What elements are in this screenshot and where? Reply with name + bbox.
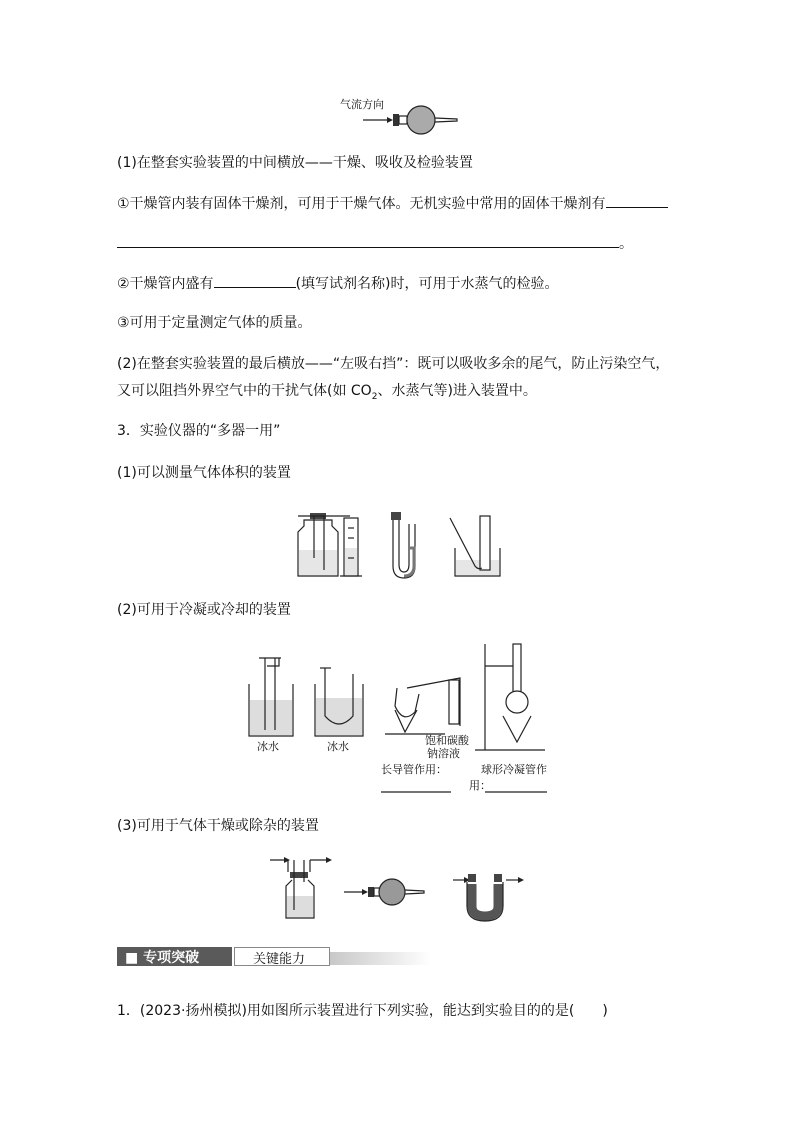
question-1: 1．(2023·扬州模拟)用如图所示装置进行下列实验，能达到实验目的的是( ) xyxy=(117,1003,608,1019)
tail-line-2a: 又可以阻挡外界空气中的干扰气体(如 CO xyxy=(117,383,372,399)
ice-water-label-2: 冰水 xyxy=(327,740,349,753)
u-tube-dryer xyxy=(453,874,524,921)
drying-tube xyxy=(344,879,424,905)
item1-period: 。 xyxy=(619,236,633,252)
stopper xyxy=(393,114,399,126)
item2-before: ②干燥管内盛有 xyxy=(117,276,214,292)
subheading-volume: (1)可以测量气体体积的装置 xyxy=(117,465,291,481)
tube-role-label: 长导管作用： xyxy=(381,763,447,776)
condenser-label-1: 球形冷凝管作 xyxy=(481,763,547,776)
item1-line xyxy=(117,193,668,214)
answer-blank-1b[interactable] xyxy=(117,233,619,248)
cooling-figure xyxy=(245,636,555,796)
gas-bottle xyxy=(298,513,350,576)
gas-volume-figure xyxy=(290,508,510,583)
reflux-apparatus xyxy=(475,644,545,750)
drying-bulb xyxy=(407,106,435,134)
beaker-2 xyxy=(315,668,363,753)
banner-fade xyxy=(330,952,431,965)
banner-dark-tab xyxy=(117,947,232,966)
tail-line-2 xyxy=(117,381,537,407)
condenser-label-2: 用： xyxy=(469,779,491,792)
item2-after: (填写试剂名称)时，可用于水蒸气的检验。 xyxy=(295,276,559,292)
subheading-cooling: (2)可用于冷凝或冷却的装置 xyxy=(117,602,291,618)
item2-line xyxy=(117,273,559,294)
section-banner xyxy=(117,944,431,968)
esterification-apparatus xyxy=(385,678,470,760)
drying-figure xyxy=(268,852,533,922)
tube-neck xyxy=(399,116,407,124)
section-heading-multi: 3．实验仪器的“多器一用” xyxy=(117,423,281,439)
tube-tail xyxy=(435,118,457,122)
solution-label-1: 饱和碳酸 xyxy=(425,734,469,747)
tail-line-1: (2)在整套实验装置的最后横放——“左吸右挡”：既可以吸收多余的尾气，防止污染空气， xyxy=(117,356,670,372)
banner-light-tab xyxy=(234,947,330,966)
arrowhead-icon xyxy=(387,117,393,123)
answer-blank-1[interactable] xyxy=(606,193,668,208)
airflow-direction-label: 气流方向 xyxy=(340,98,384,111)
u-tube-manometer xyxy=(391,512,415,578)
answer-blank-2[interactable] xyxy=(214,273,296,288)
banner-light-label: 关键能力 xyxy=(253,952,306,967)
drying-tube-figure xyxy=(335,96,465,136)
tail-line-2b: 、水蒸气等)进入装置中。 xyxy=(377,383,537,399)
subheading-drying: (3)可用于气体干燥或除杂的装置 xyxy=(117,818,319,834)
measuring-cylinder xyxy=(340,518,362,576)
co2-subscript: 2 xyxy=(371,391,378,402)
solution-label-2: 钠溶液 xyxy=(427,747,460,760)
item3-line: ③可用于定量测定气体的质量。 xyxy=(117,315,312,331)
ice-water-label-1: 冰水 xyxy=(257,740,279,753)
beaker-1 xyxy=(249,658,293,753)
item1-text: ①干燥管内装有固体干燥剂，可用于干燥气体。无机实验中常用的固体干燥剂有 xyxy=(117,196,606,212)
section-heading-dry: (1)在整套实验装置的中间横放——干燥、吸收及检验装置 xyxy=(117,155,473,171)
banner-dark-label: ■ 专项突破 xyxy=(125,950,200,966)
item1-line2 xyxy=(117,233,633,254)
beaker-inverted-tube xyxy=(450,516,500,576)
wash-bottle xyxy=(270,857,332,918)
